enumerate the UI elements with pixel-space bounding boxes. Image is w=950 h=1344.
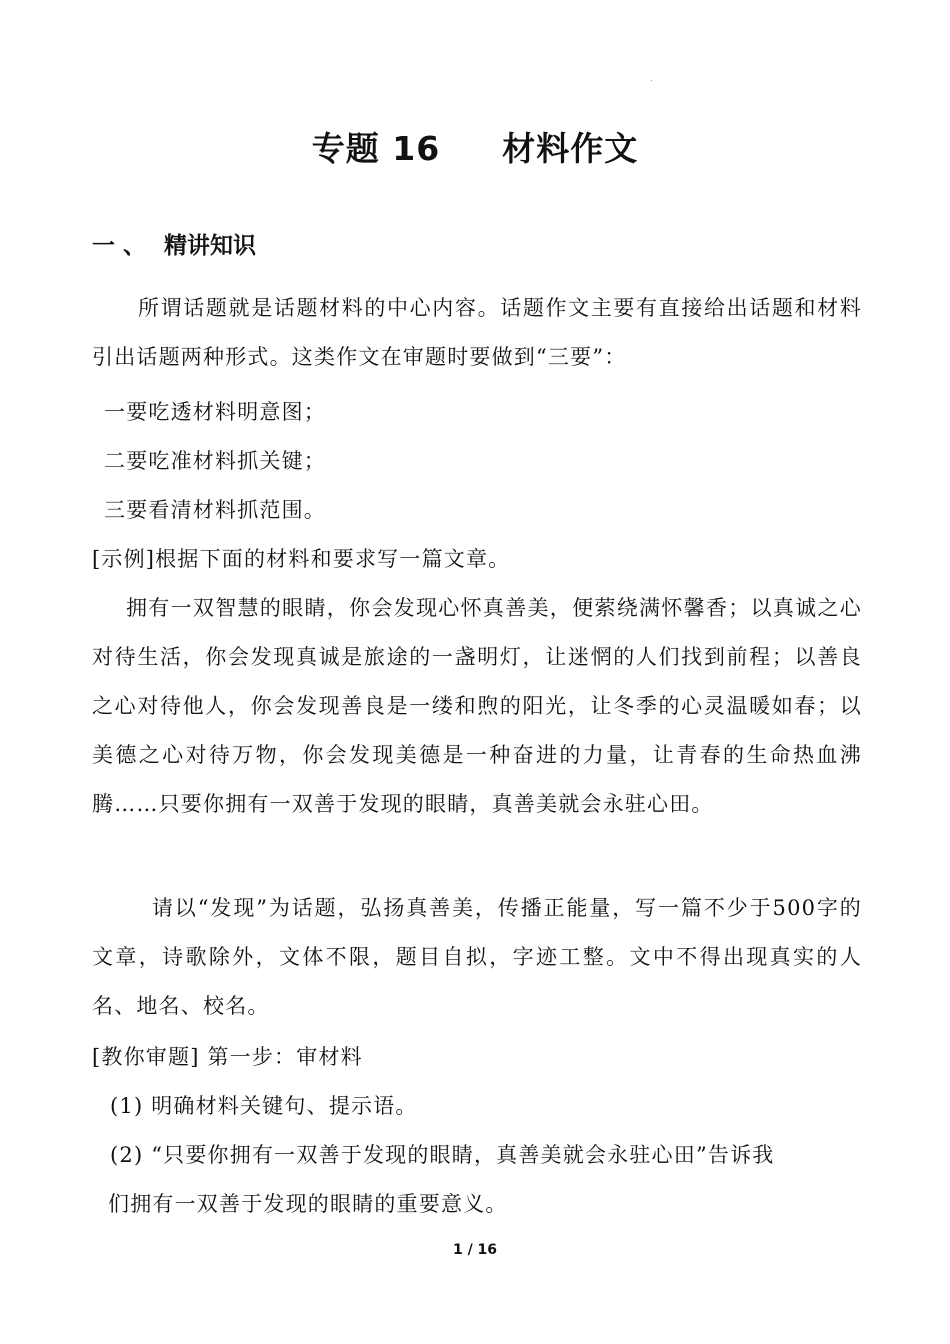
page-number: 1 / 16 bbox=[452, 1242, 498, 1258]
title-topic-number: 专题 16 bbox=[311, 129, 441, 168]
requirement-item: 一要吃透材料明意图； bbox=[104, 400, 326, 424]
section-title: 精讲知识 bbox=[164, 233, 257, 259]
title-topic-name: 材料作文 bbox=[502, 129, 639, 168]
scan-speck bbox=[651, 80, 652, 81]
teach-heading: [教你审题] 第一步：审材料 bbox=[92, 1045, 363, 1069]
section-heading bbox=[92, 228, 256, 264]
requirement-item: 二要吃准材料抓关键； bbox=[104, 449, 326, 473]
step-item: (1) 明确材料关键句、提示语。 bbox=[110, 1094, 418, 1118]
page-title bbox=[0, 124, 950, 174]
step-item: (2) “只要你拥有一双善于发现的眼睛，真善美就会永驻心田”告诉我 bbox=[110, 1143, 775, 1167]
prompt-paragraph: 请以“发现”为话题，弘扬真善美，传播正能量，写一篇不少于500字的文章，诗歌除外，文体不限，题目自拟，字迹工整。文中不得出现真实的人名、地名、校名。 bbox=[92, 896, 862, 1018]
requirement-item: 三要看清材料抓范围。 bbox=[104, 498, 326, 522]
material-paragraph: 拥有一双智慧的眼睛，你会发现心怀真善美，便萦绕满怀馨香；以真诚之心对待生活，你会发现真诚是旅途的一盏明灯，让迷惘的人们找到前程；以善良之心对待他人，你会发现善良是一缕和煦的阳光，让冬季的心灵温暖如春；以美德之心对待万物，你会发现美德是一种奋进的力量，让青春的生命热血沸腾……只要你拥有一双善于发现的眼睛，真善美就会永驻心田。 bbox=[92, 596, 862, 816]
section-number: 一 、 bbox=[92, 233, 147, 259]
step-item-continuation: 们拥有一双善于发现的眼睛的重要意义。 bbox=[108, 1192, 508, 1216]
example-intro: [示例]根据下面的材料和要求写一篇文章。 bbox=[92, 547, 511, 571]
step-item-block bbox=[110, 1131, 862, 1229]
intro-paragraph: 所谓话题就是话题材料的中心内容。话题作文主要有直接给出话题和材料引出话题两种形式。这类作文在审题时要做到“三要”： bbox=[92, 296, 862, 369]
